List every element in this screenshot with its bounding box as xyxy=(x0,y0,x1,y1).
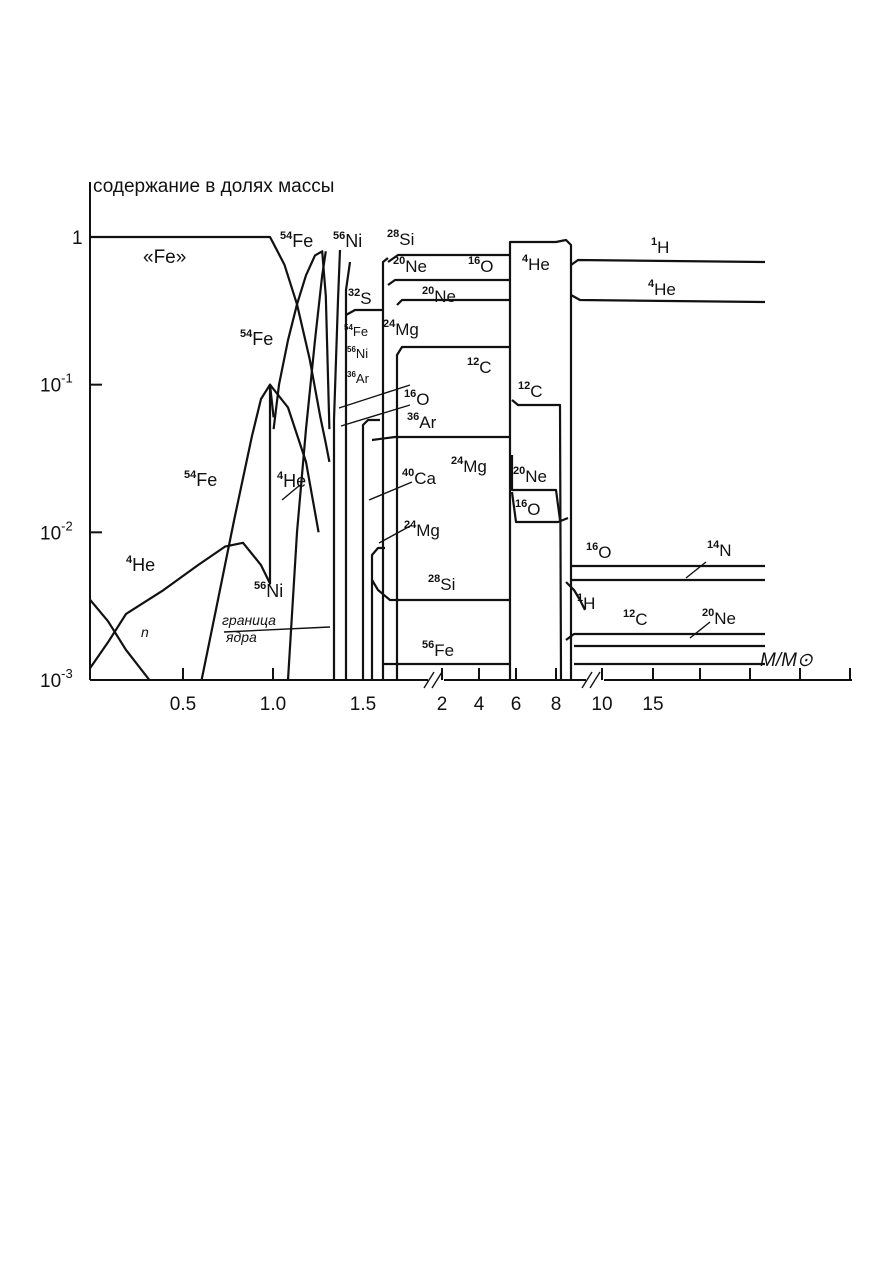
species-label-c-12: $^{12}$C xyxy=(467,356,492,377)
core-region-label: «Fe» xyxy=(143,247,187,268)
y-tick-exp-1: -1 xyxy=(61,370,73,386)
species-label-si-28: $^{28}$Si xyxy=(428,573,456,594)
abundance-curve-4 xyxy=(90,385,319,669)
y-axis-title xyxy=(93,176,334,197)
species-label-ar-36: $^{36}$Ar xyxy=(347,370,369,386)
mg24-layer xyxy=(372,437,510,440)
x-axis-label: M/M⊙ xyxy=(760,650,813,671)
species-label-o-16: $^{16}$O xyxy=(515,498,541,519)
species-label-ni-56: $^{56}$Ni xyxy=(333,230,363,251)
species-label-h-1: $^1$H xyxy=(577,592,596,613)
species-label-he-4: $^4$He xyxy=(522,253,550,274)
species-label-ni-56: $^{56}$Ni xyxy=(347,345,369,361)
species-label-o-16: $^{16}$O xyxy=(586,541,612,562)
h1-envelope xyxy=(571,260,765,265)
x-tick-label-4: 4 xyxy=(473,694,485,715)
x-tick-label-8: 15 xyxy=(642,694,664,715)
y-tick-label-3: $10^{-3}$ xyxy=(40,666,73,692)
x-tick-label-1: 1.0 xyxy=(259,694,287,715)
y-tick-label-1: $10^{-1}$ xyxy=(40,370,73,397)
x-tick-label-7: 10 xyxy=(591,694,613,715)
species-label-he-4: $^4$He xyxy=(277,470,307,491)
mg24-top xyxy=(346,310,383,315)
species-label-ne-20: $^{20}$Ne xyxy=(393,255,427,276)
y-tick-label-0: 1 xyxy=(72,228,83,249)
abundance-curves xyxy=(90,237,329,680)
x-tick-label-3: 2 xyxy=(436,694,448,715)
ne20-layer xyxy=(388,280,510,285)
abundance-curve-0 xyxy=(90,237,329,462)
species-label-s-32: $^{32}$S xyxy=(348,287,372,308)
species-label-o-16: $^{16}$O xyxy=(468,255,494,276)
species-label-n-14: $^{14}$N xyxy=(707,539,732,560)
species-label-o-16: $^{16}$O xyxy=(404,388,430,409)
species-label-he-4: $^4$He xyxy=(126,554,156,575)
x-tick-label-5: 6 xyxy=(510,694,522,715)
y-tick-exp-3: -3 xyxy=(61,666,73,681)
ar36-leader xyxy=(341,405,410,426)
y-tick-exp-2: -2 xyxy=(61,518,73,534)
shell-structure xyxy=(334,240,765,680)
ca40-leader xyxy=(369,482,412,500)
species-label-mg-24: $^{24}$Mg xyxy=(451,455,487,476)
species-label-fe-54: $^{54}$Fe xyxy=(280,230,314,251)
species-label-c-12: $^{12}$C xyxy=(623,608,648,629)
species-label-h-1: $^1$H xyxy=(651,236,670,257)
species-label-ne-20: $^{20}$Ne xyxy=(422,285,456,306)
y-ticks xyxy=(40,228,102,692)
species-label-c-12: $^{12}$C xyxy=(518,380,543,401)
species-label-mg-24: $^{24}$Mg xyxy=(404,519,440,540)
core-boundary-label-1: граница xyxy=(222,612,276,628)
species-label-ar-36: $^{36}$Ar xyxy=(407,411,437,432)
species-label-fe-54: $^{54}$Fe xyxy=(184,469,218,490)
n14-leader xyxy=(686,562,706,578)
o16-leader xyxy=(339,385,410,408)
species-label-he-4: $^4$He xyxy=(648,278,676,299)
species-label-ne-20: $^{20}$Ne xyxy=(513,465,547,486)
species-labels xyxy=(126,228,736,660)
c12-shell xyxy=(512,400,561,680)
x-tick-label-6: 8 xyxy=(550,694,562,715)
species-label-ne-20: $^{20}$Ne xyxy=(702,607,736,628)
species-label-mg-24: $^{24}$Mg xyxy=(383,318,419,339)
shell-boundary-1.35 xyxy=(334,250,340,680)
c12-envelope xyxy=(566,634,765,640)
species-label-fe-54: $^{54}$Fe xyxy=(240,328,274,349)
y-axis-label: содержание в долях массы xyxy=(93,176,335,197)
species-label-fe-54: $^{54}$Fe xyxy=(344,323,369,339)
ne20-leader xyxy=(690,622,710,638)
y-tick-label-2: $10^{-2}$ xyxy=(40,518,73,545)
x-tick-label-0: 0.5 xyxy=(169,694,197,715)
species-label-ni-56: $^{56}$Ni xyxy=(254,580,284,601)
neutron-label: n xyxy=(141,624,149,640)
core-boundary-label-2: ядра xyxy=(226,629,257,645)
species-label-si-28: $^{28}$Si xyxy=(387,228,415,249)
species-label-ca-40: $^{40}$Ca xyxy=(402,467,436,488)
species-label-fe-56: $^{56}$Fe xyxy=(422,639,455,660)
x-tick-label-2: 1.5 xyxy=(349,694,377,715)
